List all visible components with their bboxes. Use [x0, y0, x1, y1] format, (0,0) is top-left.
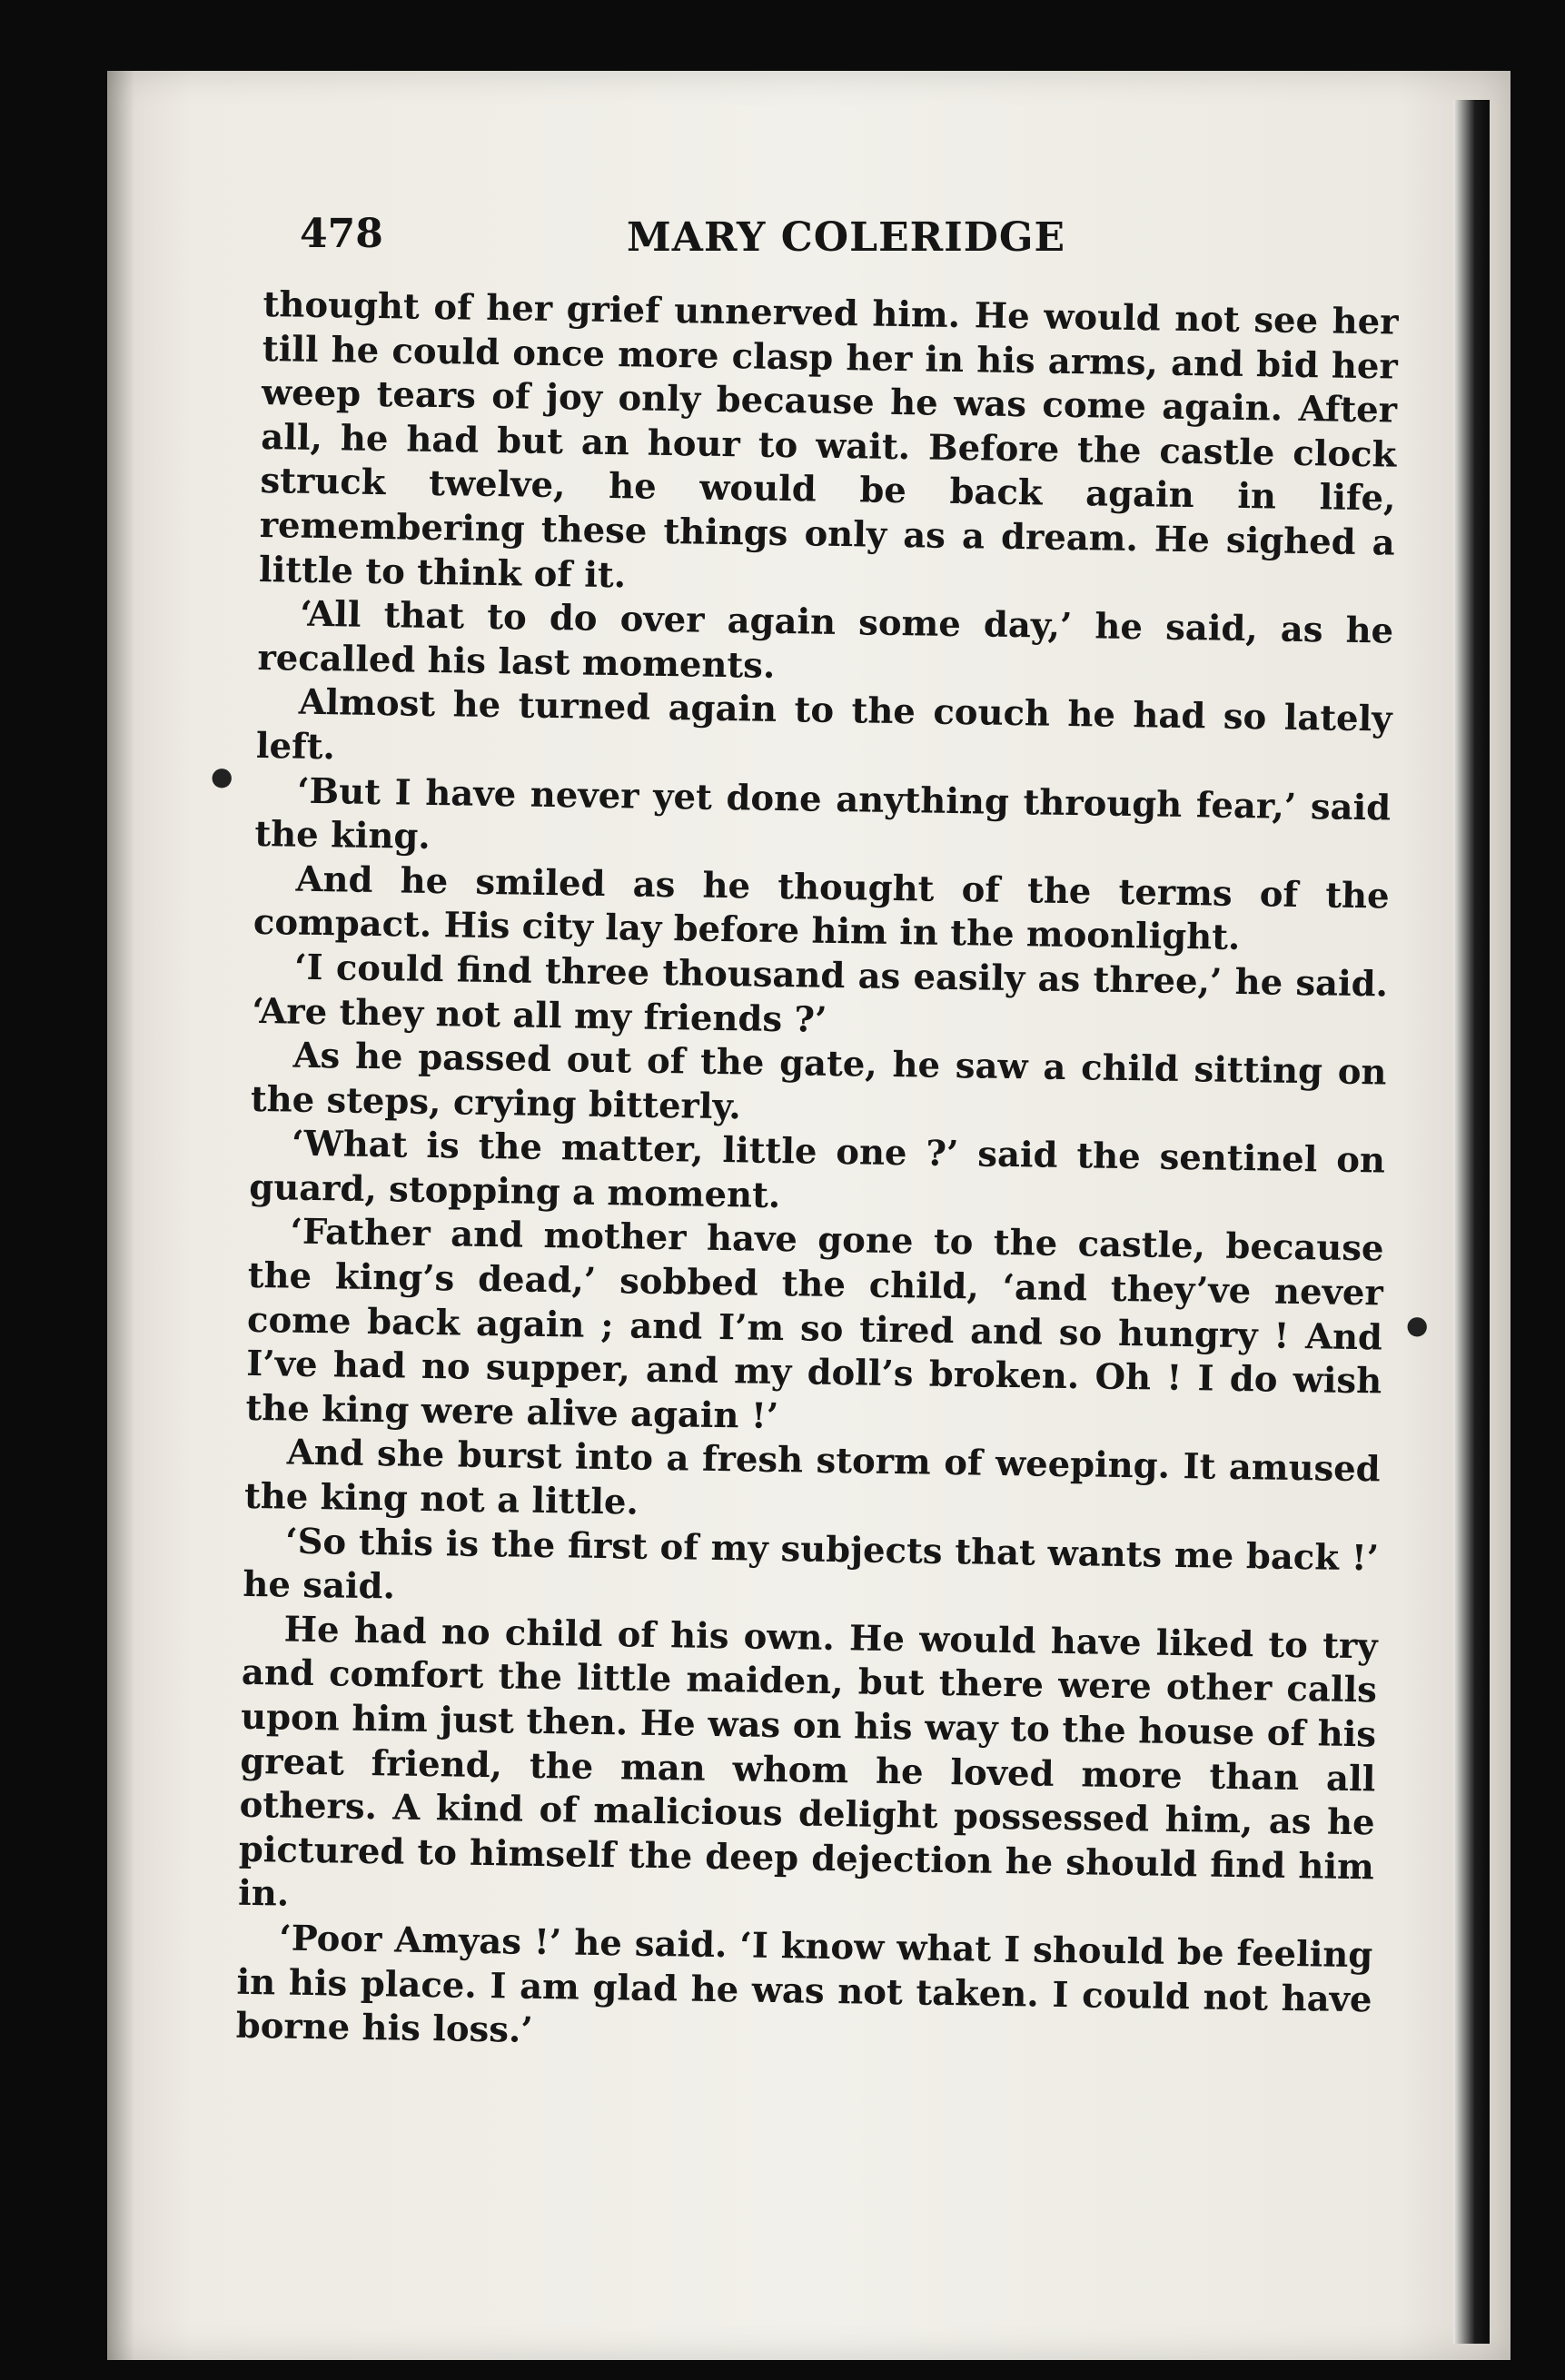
- paragraph: ‘But I have never yet done anything through fear,’ said the king.: [254, 770, 1392, 858]
- paragraph: Almost he turned again to the couch he had so lately left.: [255, 682, 1392, 769]
- paragraph: ‘I could find three thousand as easily as three,’ he said. ‘Are they not all my friends ?’: [252, 947, 1389, 1041]
- page-header: [300, 211, 1390, 274]
- paragraph: ‘Poor Amyas !’ he said. ‘I know what I should be feeling in his place. I am glad he was not taken. I could not have borne his loss.’: [235, 1918, 1373, 2052]
- binding-shadow: [107, 71, 134, 2360]
- paragraph: ‘All that to do over again some day,’ he said, as he recalled his last moments.: [257, 593, 1394, 687]
- paragraph: He had no child of his own. He would have liked to try and comfort the little maiden, but there were other calls upon him just then. He was on his way to the house of his great friend, the man whom he loved more than all others. A kind of malicious delight possessed him, as he pictured to himself the deep dejection he should find him in.: [237, 1609, 1378, 1916]
- paragraph: And he smiled as he thought of the terms of the compact. His city lay before him in the moonlight.: [253, 858, 1390, 959]
- paragraph: ‘So this is the first of my subjects that wants me back !’ he said.: [243, 1521, 1380, 1608]
- running-head: MARY COLERIDGE: [627, 214, 1066, 261]
- body-text: [235, 283, 1398, 2067]
- paragraph: ‘What is the matter, little one ?’ said the sentinel on guard, stopping a moment.: [249, 1123, 1386, 1216]
- page-edge: [1453, 100, 1490, 2344]
- margin-speck: ●: [1406, 1310, 1429, 1340]
- margin-speck: ●: [211, 761, 233, 791]
- page-number: 478: [300, 211, 383, 257]
- paragraph: As he passed out of the gate, he saw a child sitting on the steps, crying bitterly.: [250, 1035, 1387, 1128]
- paragraph: thought of her grief unnerved him. He would not see her till he could once more clasp her in his arms, and bid her weep tears of joy only because he was come again. After all, he had but an hour to wait. Before the castle clock struck twelve, he would be back again in life, remembering these things only as a dream. He sighed a little to think of it.: [258, 283, 1399, 596]
- paragraph: And she burst into a fresh storm of weeping. It amused the king not a little.: [243, 1433, 1381, 1523]
- paragraph: ‘Father and mother have gone to the castle, because the king’s dead,’ sobbed the child, ‘and they’ve never come back again ; and I’m so tired and so hungry ! And I’ve had no supper, and my doll’s broken. Oh ! I do wish the king were alive again !’: [245, 1212, 1384, 1437]
